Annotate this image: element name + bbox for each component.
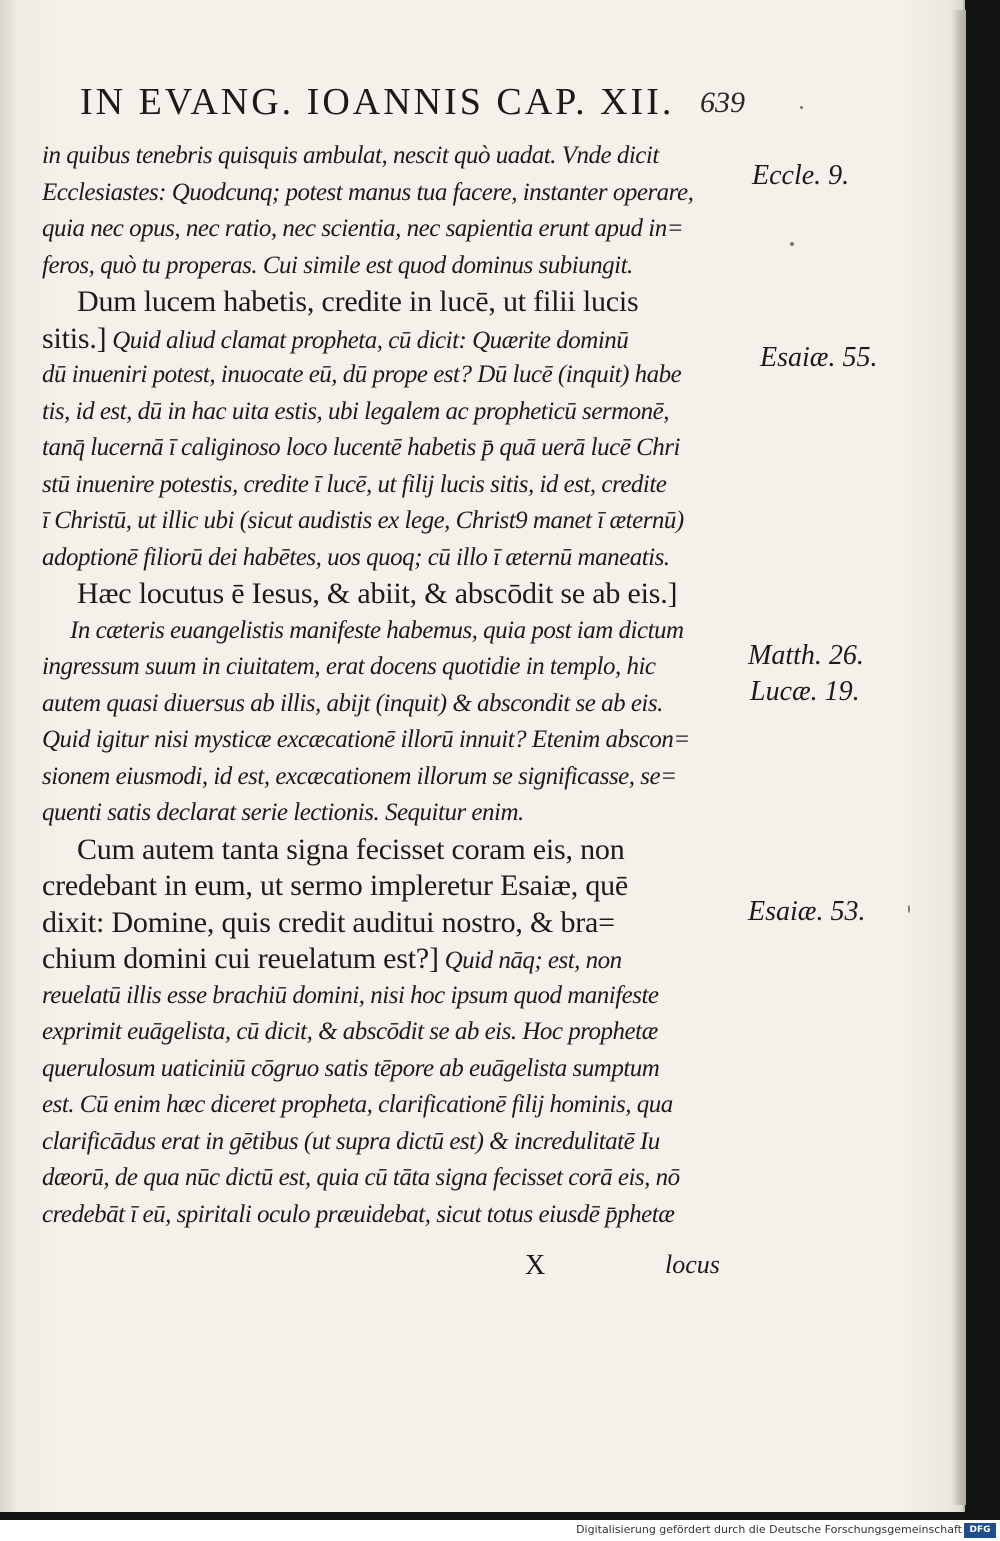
digitization-footer xyxy=(0,1520,1000,1541)
funding-credit: Digitalisierung gefördert durch die Deutsche Forschungsgemeinschaft xyxy=(576,1523,962,1536)
text-line xyxy=(42,941,747,978)
margin-note-esaiae-53: Esaiæ. 53. xyxy=(748,896,866,927)
text-line: Ecclesiastes: Quodcunq; potest manus tua facere, instanter operare, xyxy=(42,178,694,206)
lemma-line: Hæc locutus ē Iesus, & abiit, & abscōdit se ab eis.] xyxy=(77,577,678,610)
ink-speck xyxy=(800,106,803,109)
folio-number: 639 xyxy=(700,86,745,119)
lemma-line: dixit: Domine, quis credit auditui nostro, & bra= xyxy=(42,905,615,939)
commentary-fragment: Quid aliud clamat propheta, cū dicit: Quærite dominū xyxy=(106,326,629,354)
text-line: In cæteris euangelistis manifeste habemus, quia post iam dictum xyxy=(70,616,684,644)
commentary-fragment: Quid nāq; est, non xyxy=(438,947,622,974)
text-line: autem quasi diuersus ab illis, abijt (inquit) & abscondit se ab eis. xyxy=(42,689,663,717)
lemma-line: Cum autem tanta signa fecisset coram eis, non xyxy=(77,832,625,866)
text-line: sionem eiusmodi, id est, excæcationem illorum se significasse, se= xyxy=(42,762,677,790)
dfg-logo: DFG xyxy=(964,1523,996,1538)
text-line: stū inuenire potestis, credite ī lucē, ut filij lucis sitis, id est, credite xyxy=(42,470,667,498)
text-line: Quid igitur nisi mysticæ excæcationē illorū innuit? Etenim abscon= xyxy=(42,726,690,753)
page-edge xyxy=(952,10,966,1505)
text-line: dæorū, de qua nūc dictū est, quia cū tāta signa fecisset corā eis, nō xyxy=(42,1164,680,1191)
text-line: est. Cū enim hæc diceret propheta, clarificationē filij hominis, qua xyxy=(42,1091,673,1118)
text-line: tis, id est, dū in hac uita estis, ubi legalem ac propheticū sermonē, xyxy=(42,397,669,425)
text-line xyxy=(42,321,747,358)
margin-note-lucae: Lucæ. 19. xyxy=(750,676,860,707)
lemma-line: credebant in eum, ut sermo impleretur Esaiæ, quē xyxy=(42,869,629,902)
text-line: dū inueniri potest, inuocate eū, dū prope est? Dū lucē (inquit) habe xyxy=(42,361,682,388)
lemma-fragment: chium domini cui reuelatum est?] xyxy=(42,942,439,975)
text-line: clarificādus erat in gētibus (ut supra dictū est) & incredulitatē Iu xyxy=(42,1127,660,1155)
body-text xyxy=(42,138,747,1233)
lemma-fragment: sitis.] xyxy=(42,321,107,355)
text-line: credebāt ī eū, spiritali oculo præuidebat, sicut totus eiusdē p̄phetæ xyxy=(42,1200,675,1228)
text-line: ingressum suum in ciuitatem, erat docens quotidie in templo, hic xyxy=(42,653,656,680)
margin-note-matth: Matth. 26. xyxy=(748,640,864,671)
text-line: tanq̄ lucernā ī caliginoso loco lucentē habetis p̄ quā uerā lucē Chri xyxy=(42,434,680,461)
text-line: quia nec opus, nec ratio, nec scientia, nec sapientia erunt apud in= xyxy=(42,215,684,242)
catchword: locus xyxy=(665,1250,720,1279)
text-line: querulosum uaticiniū cōgruo satis tēpore ab euāgelista sumptum xyxy=(42,1054,660,1082)
ink-speck xyxy=(790,242,794,246)
margin-note-esaiae-55: Esaiæ. 55. xyxy=(760,342,878,373)
text-line: ī Christū, ut illic ubi (sicut audistis ex lege, Christ9 manet ī æternū) xyxy=(42,507,684,534)
text-line: adoptionē filiorū dei habētes, uos quoq; cū illo ī æternū maneatis. xyxy=(42,543,670,571)
text-line: feros, quò tu properas. Cui simile est quod dominus subiungit. xyxy=(42,251,633,279)
text-line: quenti satis declarat serie lectionis. Sequitur enim. xyxy=(42,799,524,826)
signature-mark: X xyxy=(525,1250,546,1281)
text-line: exprimit euāgelista, cū dicit, & abscōdit se ab eis. Hoc prophetæ xyxy=(42,1018,658,1045)
ink-speck xyxy=(908,905,910,913)
text-line: reuelatū illis esse brachiū domini, nisi hoc ipsum quod manifeste xyxy=(42,981,659,1009)
lemma-line: Dum lucem habetis, credite in lucē, ut filii lucis xyxy=(77,285,639,318)
text-line: in quibus tenebris quisquis ambulat, nescit quò uadat. Vnde dicit xyxy=(42,142,659,169)
running-head: IN EVANG. IOANNIS CAP. XII. xyxy=(80,81,675,123)
margin-note-eccle: Eccle. 9. xyxy=(752,160,850,191)
